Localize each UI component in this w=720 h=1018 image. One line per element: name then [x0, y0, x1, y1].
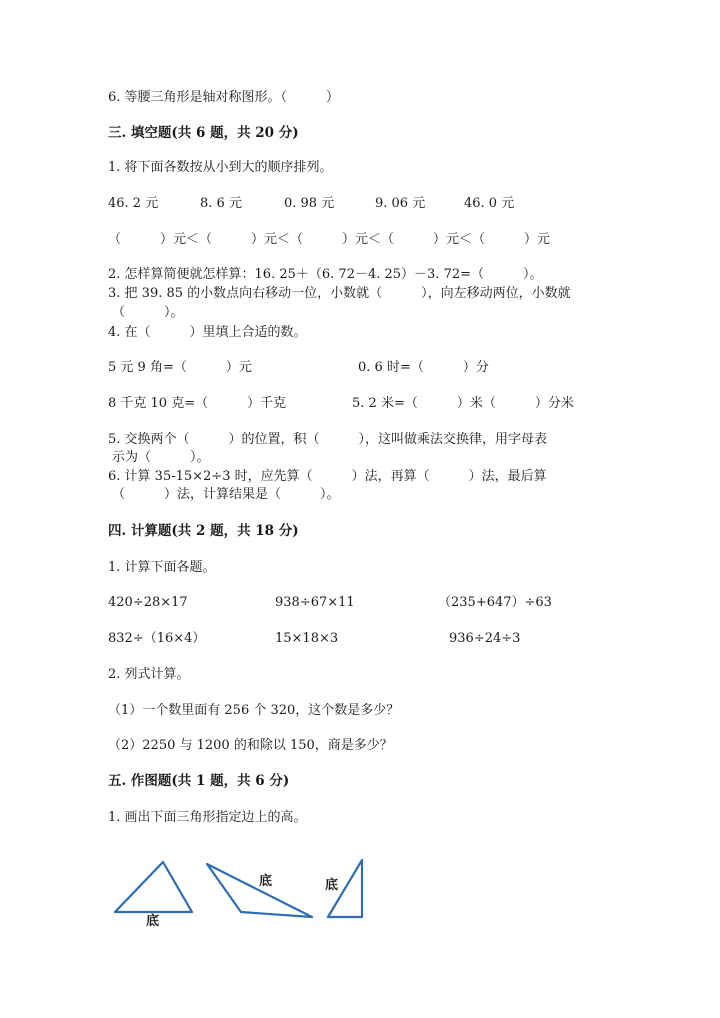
s4-calc-1: 420÷28×17 [108, 595, 188, 610]
s4-calc-5: 15×18×3 [275, 631, 339, 646]
s3-q3-line2: （ ）。 [112, 305, 184, 320]
q6-prev: 6. 等腰三角形是轴对称图形。（ ） [108, 90, 340, 105]
s3-q5-line2: 示为（ ）。 [112, 450, 210, 465]
s3-q1-order-line: （ ）元＜（ ）元＜（ ）元＜（ ）元＜（ ）元 [108, 232, 551, 247]
s5-q1: 1. 画出下面三角形指定边上的高。 [108, 810, 307, 825]
s3-q4-row2-a: 8 千克 10 克=（ ）千克 [108, 396, 287, 411]
s3-q1-number-3: 0. 98 元 [284, 196, 335, 211]
s4-calc-2: 938÷67×11 [275, 595, 355, 610]
s3-q6-line1: 6. 计算 35-15×2÷3 时，应先算（ ）法，再算（ ）法，最后算 [108, 469, 547, 484]
s3-q4-row2-b: 5. 2 米=（ ）米（ ）分米 [352, 396, 574, 411]
s4-q2-item-1: （1）一个数里面有 256 个 320，这个数是多少？ [108, 703, 400, 718]
s4-q2-item-2: （2）2250 与 1200 的和除以 150，商是多少？ [108, 738, 393, 753]
s3-q3-line1: 3. 把 39. 85 的小数点向右移动一位，小数就（ ），向左移动两位，小数就 [108, 286, 571, 301]
section5-heading: 五. 作图题(共 1 题，共 6 分) [108, 773, 290, 789]
s3-q5-line1: 5. 交换两个（ ）的位置，积（ ），这叫做乘法交换律，用字母表 [108, 432, 548, 447]
s3-q1-number-2: 8. 6 元 [200, 196, 242, 211]
s3-q6-line2: （ ）法，计算结果是（ ）。 [112, 487, 340, 502]
section4-heading: 四. 计算题(共 2 题，共 18 分) [108, 523, 299, 539]
s4-q2-prompt: 2. 列式计算。 [108, 667, 190, 682]
s3-q4-row1-a: 5 元 9 角=（ ）元 [108, 360, 252, 375]
triangle-3-base-label: 底 [325, 878, 339, 893]
s3-q1-number-5: 46. 0 元 [464, 196, 515, 211]
s3-q1-prompt: 1. 将下面各数按从小到大的顺序排列。 [108, 160, 333, 175]
triangle-1-base-label: 底 [146, 914, 160, 929]
s3-q4-prompt: 4. 在（ ）里填上合适的数。 [108, 325, 307, 340]
triangle-1 [115, 862, 192, 912]
s3-q2: 2. 怎样算简便就怎样算：16. 25＋（6. 72－4. 25）－3. 72=（ ）。 [108, 267, 543, 282]
triangle-2 [207, 864, 312, 917]
s3-q4-row1-b: 0. 6 时=（ ）分 [358, 360, 489, 375]
section3-heading: 三. 填空题(共 6 题，共 20 分) [108, 125, 299, 141]
s4-q1-prompt: 1. 计算下面各题。 [108, 560, 216, 575]
triangle-2-base-label: 底 [259, 874, 273, 889]
s4-calc-4: 832÷（16×4） [108, 631, 206, 646]
s3-q1-number-1: 46. 2 元 [108, 196, 159, 211]
s4-calc-3: （235+647）÷63 [438, 595, 552, 610]
s3-q1-number-4: 9. 06 元 [375, 196, 426, 211]
s4-calc-6: 936÷24÷3 [449, 631, 521, 646]
